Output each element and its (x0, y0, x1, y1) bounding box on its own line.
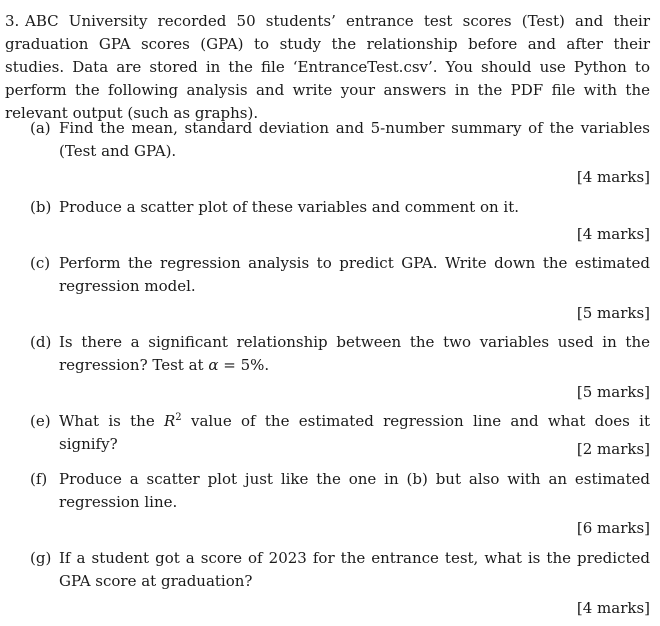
r-symbol: R (164, 412, 176, 430)
part-g (30, 547, 650, 593)
part-label: (a) (30, 119, 51, 137)
part-text: Perform the regression analysis to predict GPA. Write down the estimated regression model. (59, 254, 650, 295)
part-text: Find the mean, standard deviation and 5-number summary of the variables (Test and GPA). (59, 119, 650, 160)
part-e (30, 410, 650, 456)
marks-c: [5 marks] (576, 304, 650, 322)
part-label: (g) (30, 549, 52, 567)
part-label: (b) (30, 198, 52, 216)
question-number: 3. (5, 12, 20, 30)
part-text-before: Is there a significant relationship between the two variables used in the regression? Test at (59, 333, 650, 374)
marks-a: [4 marks] (576, 168, 650, 186)
alpha-symbol: α (208, 356, 219, 374)
part-f (30, 468, 650, 514)
part-text: If a student got a score of 2023 for the entrance test, what is the predicted GPA score at graduation? (59, 549, 650, 590)
part-label: (e) (30, 412, 51, 430)
marks-b: [4 marks] (576, 225, 650, 243)
part-c (30, 252, 650, 298)
part-text (59, 331, 650, 377)
part-text (59, 410, 650, 456)
part-label: (c) (30, 254, 51, 272)
part-label: (d) (30, 333, 52, 351)
marks-f: [6 marks] (576, 519, 650, 537)
part-b (30, 196, 650, 219)
r-squared-superscript: 2 (175, 412, 182, 423)
part-text-after: = 5%. (218, 356, 270, 374)
question-intro (5, 10, 650, 125)
marks-e: [2 marks] (576, 440, 650, 458)
part-label: (f) (30, 470, 48, 488)
part-a (30, 117, 650, 163)
marks-d: [5 marks] (576, 383, 650, 401)
part-text: Produce a scatter plot just like the one in (b) but also with an estimated regression line. (59, 470, 650, 511)
part-text-before: What is the (59, 412, 164, 430)
part-text-after: value of the estimated regression line and what does it signify? (59, 412, 651, 453)
part-d (30, 331, 650, 377)
marks-g: [4 marks] (576, 599, 650, 617)
question-intro-text: ABC University recorded 50 students’ entrance test scores (Test) and their graduation GPA scores (GPA) to study the relationship before and after their studies. Data are stored in the file ‘EntranceTest.csv’. You should use Python to perform the following analysis and write your answers in the PDF file with the relevant output (such as graphs). (5, 12, 650, 122)
part-text: Produce a scatter plot of these variables and comment on it. (59, 198, 520, 216)
